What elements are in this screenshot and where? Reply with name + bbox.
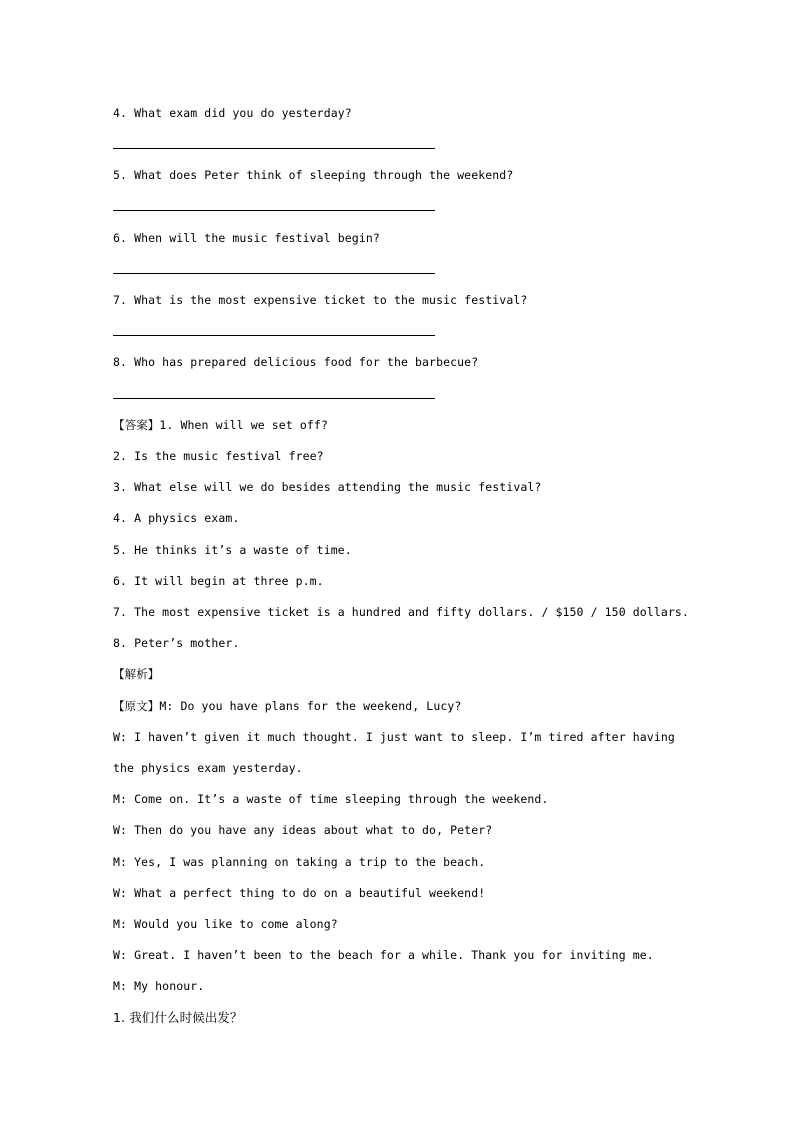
answer-6: 6. It will begin at three p.m.	[113, 574, 324, 588]
answer-3: 3. What else will we do besides attending the music festival?	[113, 480, 542, 494]
transcript-line-3: the physics exam yesterday.	[113, 761, 303, 775]
answer-blank-6	[113, 273, 435, 274]
answer-7: 7. The most expensive ticket is a hundred and fifty dollars. / $150 / 150 dollars.	[113, 605, 689, 619]
answer-heading: 【答案】	[113, 418, 160, 432]
transcript-line-7: W: What a perfect thing to do on a beautiful weekend!	[113, 886, 486, 900]
answer-blank-8	[113, 398, 435, 399]
answer-blank-5	[113, 210, 435, 211]
question-4: 4. What exam did you do yesterday?	[113, 106, 352, 120]
answer-blank-7	[113, 335, 435, 336]
answer-5: 5. He thinks it’s a waste of time.	[113, 543, 352, 557]
transcript-line-9: W: Great. I haven’t been to the beach for a while. Thank you for inviting me.	[113, 948, 654, 962]
question-1-chinese: 1. 我们什么时候出发？	[113, 1010, 243, 1025]
transcript-line-2: W: I haven’t given it much thought. I just want to sleep. I’m tired after having	[113, 730, 675, 744]
analysis-heading: 【解析】	[113, 667, 160, 681]
answer-1: 1. When will we set off?	[159, 418, 328, 432]
transcript-line-6: M: Yes, I was planning on taking a trip to the beach.	[113, 855, 486, 869]
transcript-text-1: M: Do you have plans for the weekend, Lucy?	[159, 699, 462, 713]
question-7: 7. What is the most expensive ticket to the music festival?	[113, 293, 528, 307]
question-6: 6. When will the music festival begin?	[113, 231, 380, 245]
answer-blank-4	[113, 148, 435, 149]
original-text-heading: 【原文】	[113, 699, 160, 713]
transcript-line-1	[113, 698, 461, 714]
transcript-line-5: W: Then do you have any ideas about what to do, Peter?	[113, 823, 493, 837]
answer-8: 8. Peter’s mother.	[113, 636, 240, 650]
answer-2: 2. Is the music festival free?	[113, 449, 324, 463]
question-8: 8. Who has prepared delicious food for the barbecue?	[113, 355, 479, 369]
transcript-line-4: M: Come on. It’s a waste of time sleeping through the weekend.	[113, 792, 549, 806]
transcript-line-8: M: Would you like to come along?	[113, 917, 338, 931]
transcript-line-10: M: My honour.	[113, 979, 205, 993]
answer-4: 4. A physics exam.	[113, 511, 240, 525]
answer-line-1	[113, 417, 328, 433]
question-5: 5. What does Peter think of sleeping through the weekend?	[113, 168, 514, 182]
